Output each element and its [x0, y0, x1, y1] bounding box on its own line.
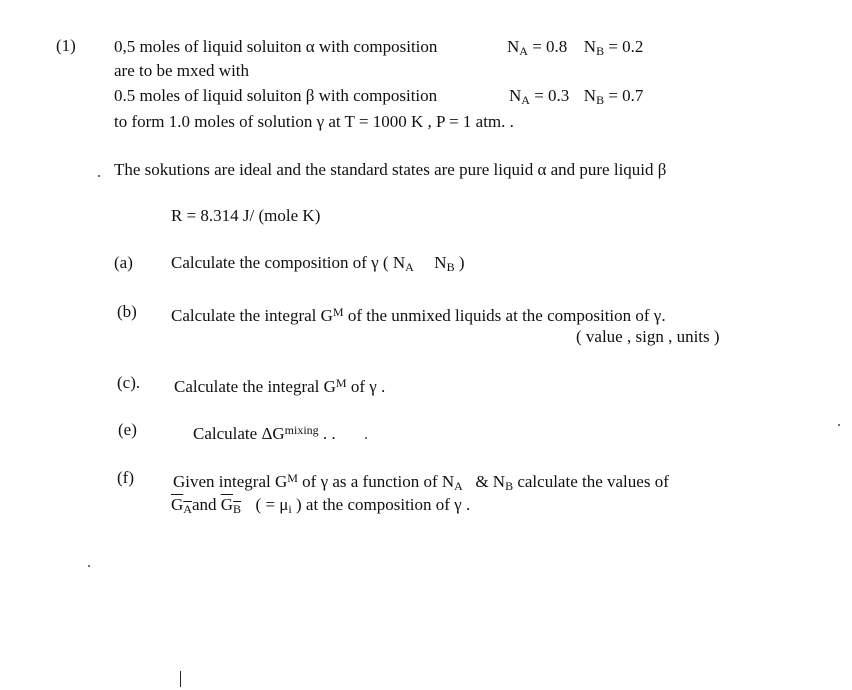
part-c-label: (c).: [117, 373, 141, 392]
part-b-text: Calculate the integral $G^M$ of the unmixed liquids at the composition of γ.: [171, 305, 666, 325]
composition-beta: $N_A = 0.3$ $N_B = 0.7$: [509, 86, 644, 107]
part-c-text: Calculate the integral $G^M$ of γ .: [174, 376, 386, 396]
part-b-note: ( value , sign , units ): [576, 327, 720, 346]
g-bar-a: $G_A$: [171, 495, 192, 516]
part-a-label: (a): [114, 253, 133, 272]
problem-line-2: are to be mxed with: [114, 61, 250, 80]
problem-line-3-text: 0.5 moles of liquid soluiton β with composition: [114, 86, 438, 105]
part-b-label: (b): [117, 302, 137, 321]
part-f-line-2: $G_Aand$ $G_B$ ( = $\mu_i$ ) at the composition of γ .: [171, 495, 471, 516]
problem-line-3: [114, 86, 437, 106]
part-a-text: Calculate the composition of γ ( $N_A$ $N_B$ ): [171, 253, 465, 274]
composition-alpha: $N_A = 0.8$ $N_B = 0.2$: [507, 37, 644, 58]
scan-speck: [365, 437, 367, 439]
part-f-label: (f): [117, 468, 134, 487]
g-bar-b: $G_B$: [220, 495, 242, 516]
part-e-label: (e): [118, 420, 137, 439]
problem-line-1: [114, 37, 437, 57]
scan-speck: [838, 424, 840, 426]
scan-speck: [88, 565, 90, 567]
scan-speck: [98, 175, 100, 177]
stray-mark: [180, 671, 181, 687]
problem-line-4: to form 1.0 moles of solution γ at T = 1000 K , P = 1 atm. .: [114, 112, 514, 131]
problem-line-1-text: 0,5 moles of liquid soluiton α with composition: [114, 37, 438, 56]
problem-number: (1): [56, 36, 76, 55]
part-e-text: Calculate $\Delta G^{mixing}$ . .: [193, 423, 336, 443]
gas-constant: R = 8.314 J/ (mole K): [171, 206, 321, 225]
ideal-statement: The sokutions are ideal and the standard states are pure liquid α and pure liquid β: [114, 160, 667, 179]
part-f-line-1: Given integral $G^M$ of γ as a function of $N_A$ & $N_B$ calculate the values of: [173, 471, 669, 493]
